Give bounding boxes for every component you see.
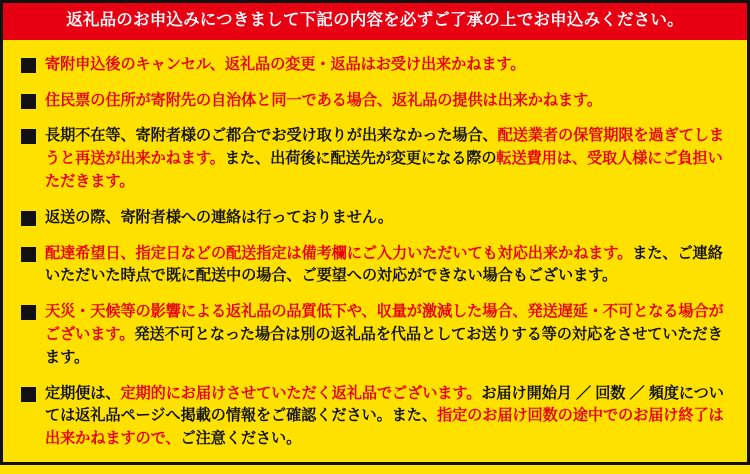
notice-text [45, 207, 393, 230]
notice-text [45, 301, 729, 369]
notice-text-segment: また、出荷後に配送先が変更になる際の [224, 150, 497, 168]
notice-text-segment: 長期不在等、寄附者様のご都合でお受け取りが出来なかった場合、 [45, 127, 498, 145]
notice-text [45, 125, 729, 193]
notice-item [21, 383, 729, 451]
square-bullet-icon [21, 387, 36, 402]
notice-text-segment: ご注意ください。 [180, 430, 302, 448]
notice-text [45, 90, 602, 113]
square-bullet-icon [21, 58, 36, 73]
notice-text-segment: 発送不可となった場合は別の返礼品を代品としてお送りする等の対応をさせていただきます。 [45, 325, 723, 366]
notice-item [21, 90, 729, 113]
notice-text-segment: 定期便は、 [45, 384, 121, 402]
notice-item [21, 243, 729, 289]
notice-text-segment: また、ご連絡いただいた時点で既に配送中の場合、ご要望への対応ができない場合もございます。 [45, 244, 723, 285]
notice-item [21, 125, 729, 193]
page-title: 返礼品のお申込みにつきまして下記の内容を必ずご了承の上でお申込みください。 [3, 3, 747, 40]
square-bullet-icon [21, 247, 36, 262]
notice-text-segment: 天災・天候等の影響による返礼品の品質低下や、収量が激減した場合、発送遅延・不可となる場合がございます。 [45, 303, 724, 343]
square-bullet-icon [21, 94, 36, 109]
notice-text [45, 243, 729, 289]
notice-text-segment: 寄附申込後のキャンセル、返礼品の変更・返品はお受け出来かねます。 [45, 55, 526, 73]
notice-text-segment: 住民票の住所が寄附先の自治体と同一である場合、返礼品の提供は出来かねます。 [45, 91, 603, 109]
notice-item [21, 207, 729, 230]
notice-item [21, 301, 729, 369]
notice-text-segment: 指定のお届け回数の途中でのお届け終了は出来かねますので、 [45, 407, 724, 448]
notice-text-segment: 転送費用は、受取人様にご負担いただきます。 [45, 150, 723, 190]
square-bullet-icon [21, 129, 36, 144]
square-bullet-icon [21, 211, 36, 226]
notice-text-segment: 配送業者の保管期限を過ぎてしまうと再送が出来かねます。 [45, 127, 724, 168]
notice-item [21, 54, 729, 77]
notice-text-segment: 配達希望日、指定日などの配送指定は備考欄にご入力いただいても対応出来かねます。 [45, 244, 633, 262]
notice-text-segment: 返送の際、寄附者様への連絡は行っておりません。 [45, 208, 393, 226]
notice-text [45, 383, 729, 451]
notice-text [45, 54, 525, 77]
notice-text-segment: お届け開始月 ／ 回数 ／ 頻度については返礼品ページへ掲載の情報をご確認ください。また、 [45, 384, 724, 425]
square-bullet-icon [21, 305, 36, 320]
notice-list [3, 40, 747, 474]
notice-text-segment: 定期的にお届けさせていただく返礼品でございます。 [120, 384, 482, 402]
